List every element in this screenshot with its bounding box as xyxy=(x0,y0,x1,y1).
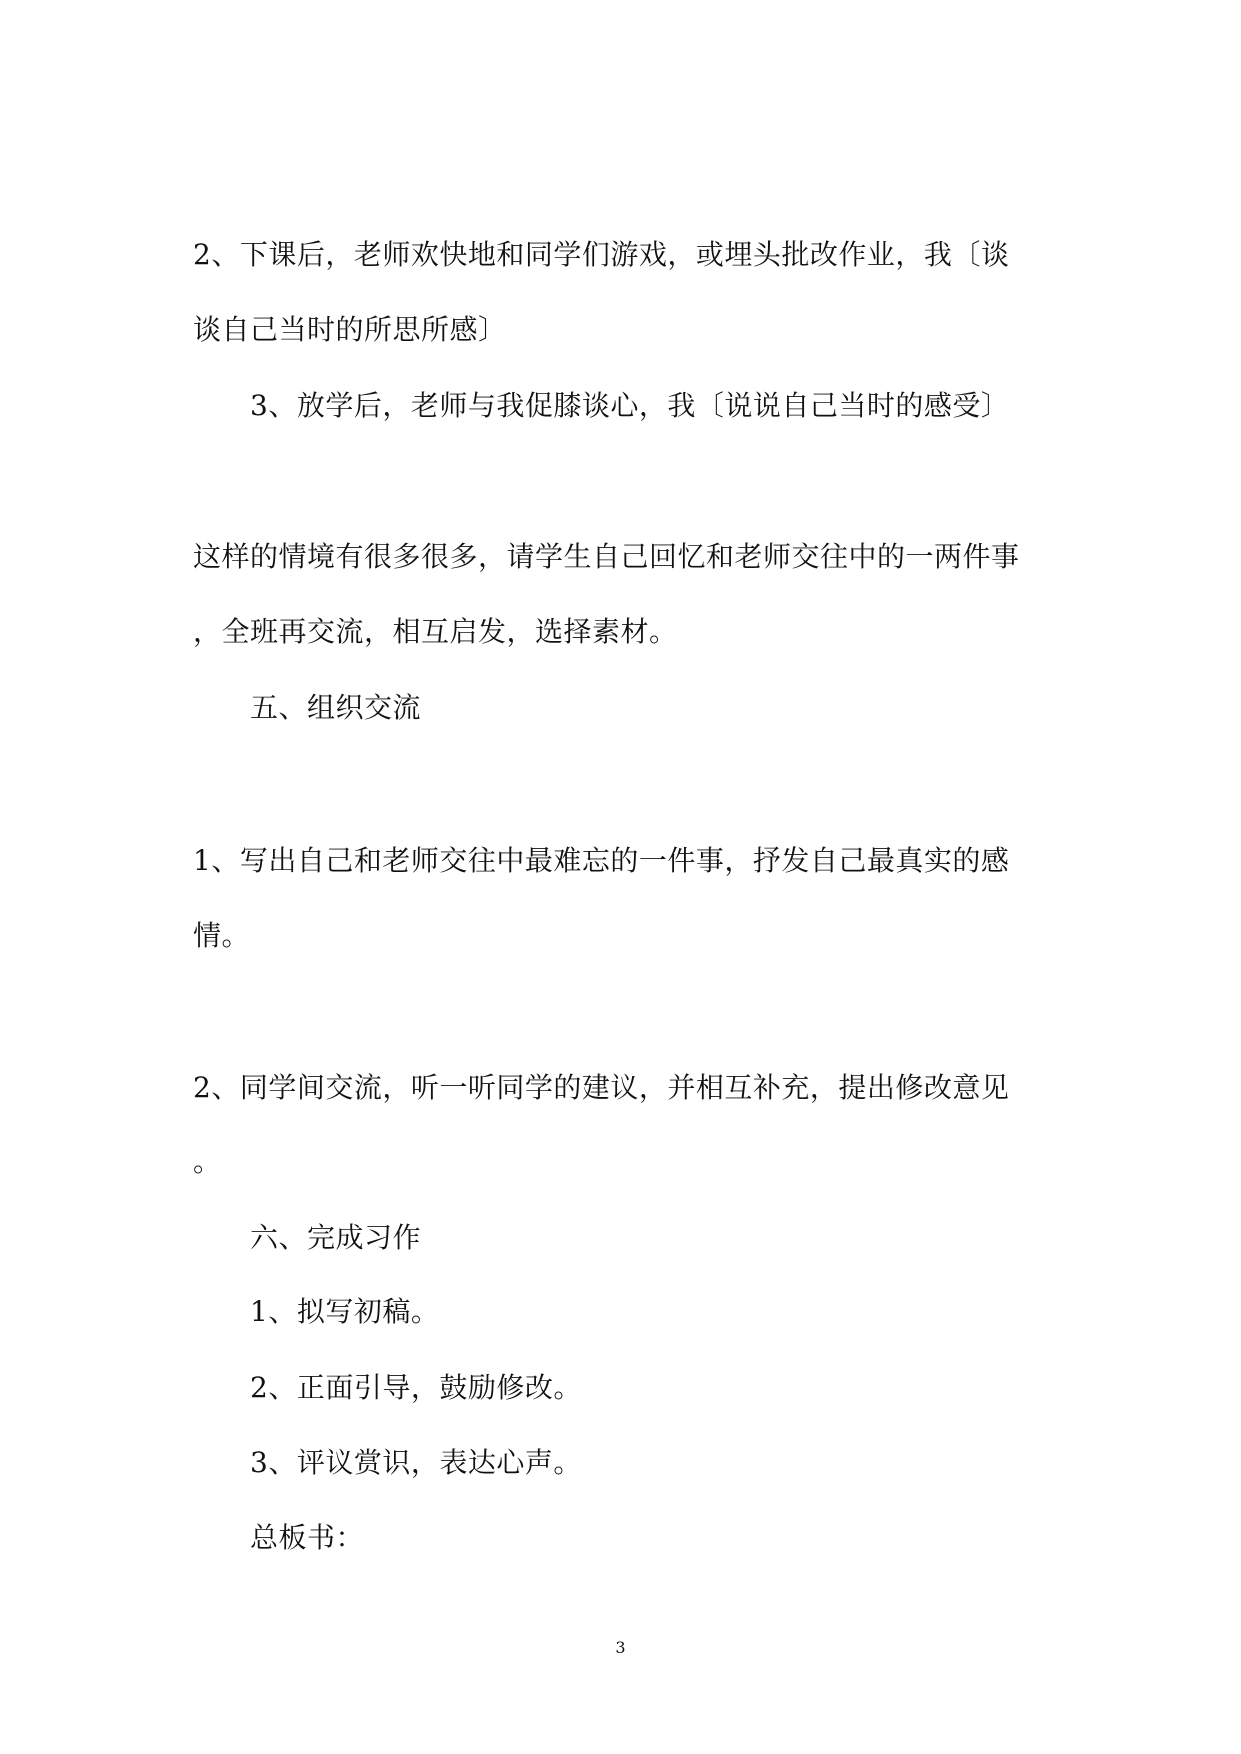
paragraph-line: 情。 xyxy=(193,919,251,952)
paragraph-line: 2、下课后，老师欢快地和同学们游戏，或埋头批改作业，我〔谈 xyxy=(193,238,1010,271)
paragraph-line: 2、同学间交流，听一听同学的建议，并相互补充，提出修改意见 xyxy=(193,1071,1010,1104)
paragraph-line: 。 xyxy=(193,1145,222,1178)
paragraph-line: 1、写出自己和老师交往中最难忘的一件事，抒发自己最真实的感 xyxy=(193,844,1010,877)
paragraph-line: 谈自己当时的所思所感〕 xyxy=(193,313,507,346)
paragraph-line: 这样的情境有很多很多，请学生自己回忆和老师交往中的一两件事 xyxy=(193,540,1020,573)
list-item: 1、拟写初稿。 xyxy=(250,1295,440,1328)
paragraph-line: ，全班再交流，相互启发，选择素材。 xyxy=(193,615,678,648)
section-heading: 六、完成习作 xyxy=(250,1221,422,1254)
list-item: 2、正面引导，鼓励修改。 xyxy=(250,1371,582,1404)
page-number: 3 xyxy=(615,1638,626,1657)
paragraph-line: 总板书： xyxy=(250,1521,365,1554)
section-heading: 五、组织交流 xyxy=(250,691,422,724)
list-item: 3、评议赏识，表达心声。 xyxy=(250,1446,582,1479)
paragraph-line: 3、放学后，老师与我促膝谈心，我〔说说自己当时的感受〕 xyxy=(250,389,1010,422)
